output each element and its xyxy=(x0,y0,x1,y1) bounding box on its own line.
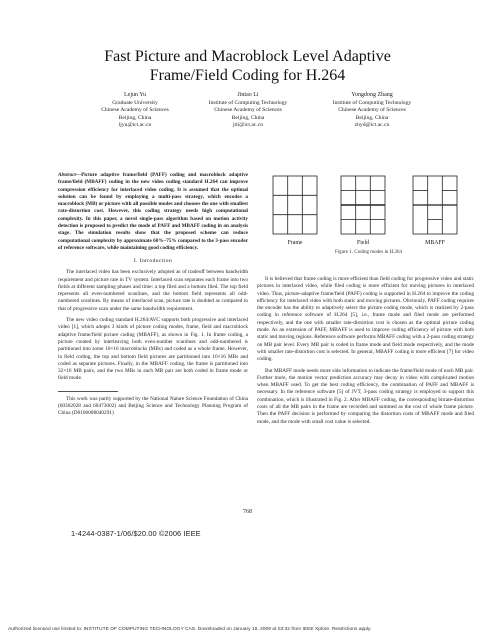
frame-mode-grid xyxy=(273,176,317,234)
label-frame: Frame xyxy=(287,240,303,246)
author-affiliation: Institute of Computing Technology xyxy=(208,99,288,106)
figure-1 xyxy=(261,172,476,272)
author-organization: Chinese Academy of Sciences xyxy=(101,107,169,114)
intro-paragraph-2: The new video coding standard H.264/AVC supports both progressive and interlaced video [1], which adopts 3 kinds of picture coding modes, frame, field and macroblock adaptive frame/field picture coding (MBAFF), as shown in Fig. 1. In frame coding, a picture created by interleaving both even-number scanlines and odd-numbered is partitioned into some 16×16 macroblocks (MBs) and coded as a whole frame. However, in field coding, the top and bottom field pictures are partitioned into 16×16 MBs and coded as separate pictures. Finally, in the MBAFF coding, the frame is partitioned into 32×16 MB pairs, and the two MBs in each MB pair are both coded in frame mode or field mode. xyxy=(58,317,248,382)
author-3 xyxy=(292,92,452,130)
mbaff-mode-grid xyxy=(413,176,457,234)
intro-paragraph-1: The interlaced video has been exclusively adopted as of tradeoff between bandwidth requirement and picture rate in TV system. Interlaced scan separates each frame into two fields at different sampling phases and time: a top filed and a bottom filed. The top field represents all even-numbered scanlines, and the bottom field represents all odd-numbered scanlines. By means of interlaced scan, picture rate is doubled as compared to that of progressive scan under the same bandwidth requirement. xyxy=(58,269,248,312)
label-field: Field xyxy=(357,240,369,246)
author-organization: Chinese Academy of Sciences xyxy=(214,107,282,114)
abstract-text: —Picture adaptive frame/field (PAFF) coding and macroblock adaptive frame/field (MBAFF) coding in the new video coding standard H.264 can improve compression efficiency for interlaced video coding. It is assumed that the optimal solution can be found by employing a multi-pass strategy, which encodes a macroblock (MB) or picture with all possible modes and chooses the one with smallest rate-distortion cost. However, this coding strategy needs high computational complexity. In this paper, a novel single-pass algorithm based on motion activity detection is proposed to predict the mode of PAFF and MBAFF coding in an analysis stage. The simulation results show that the proposed scheme can reduce computational complexity by approximate 60%~75% compared to the 3-pass encoder of reference software, while maintaining good coding efficiency. xyxy=(58,172,248,251)
label-mbaff: MBAFF xyxy=(425,240,445,246)
author-affiliation: Institute of Computing Technology xyxy=(332,99,412,106)
author-city: Beijing, China xyxy=(355,114,389,121)
right-column xyxy=(257,276,474,430)
footnote-divider xyxy=(58,391,118,392)
author-name: Lejun Yu xyxy=(124,92,146,98)
figure-caption: Figure 1. Coding modes in H.264 xyxy=(334,250,403,255)
section-heading-introduction: I. Introduction xyxy=(133,258,173,265)
author-email: jtli@ict.ac.cn xyxy=(232,122,263,129)
body-paragraph-2: But MBAFF mode needs more side information to indicate the frame/field mode of each MB pair. Further more, the motion vector prediction accuracy may decay in video with complicated motion when MBAFF used. To get the best coding efficiency, the combination of PAFF and MBAFF is necessary. In the reference software [5] of JVT, 3-pass coding strategy is employed to support this combination, which is illustrated in Fig. 2. After MBAFF coding, the corresponding bitrate-distortion costs of all the MB pairs in the frame are recorded and summed as the cost of whole frame picture. Then the PAFF decision is performed by comparing the distortion costs of MBAFF mode and filed mode, and the mode with small cost value is selected. xyxy=(257,367,474,425)
field-mode-grid xyxy=(341,176,385,234)
author-name: Jintao Li xyxy=(237,92,259,98)
author-city: Beijing, China xyxy=(118,114,152,121)
abstract-label: Abstract xyxy=(58,172,76,178)
page-number: 768 xyxy=(243,509,252,515)
author-email: ljyu@ict.ac.cn xyxy=(118,122,152,129)
isbn-copyright: 1-4244-0387-1/06/$20.00 ©2006 IEEE xyxy=(71,529,201,538)
author-name: Yongdong Zhang xyxy=(351,92,393,98)
paper-title-line-1: Fast Picture and Macroblock Level Adaptive xyxy=(104,48,391,65)
paper-title xyxy=(0,47,495,85)
body-paragraph-1: It is believed that frame coding is more efficient than field coding for progressive video and static pictures in interlaced video, while filed coding is more efficient for moving pictures in interlaced video. Thus, picture-adaptive frame/field (PAFF) coding is supported in H.264 to improve the coding efficiency for interlaced video with both static and moving pictures. Obviously, PAFF coding requires the encoder has the ability to adaptively select the picture coding mode, which is realized by 2-pass coding in reference software of H.264 [5], i.e., frame mode and filed mode are performed respectively, and the one with smaller rate-distortion cost is chosen as the optimal picture coding mode. As an extension of PAFF, MBAFF is used to improve coding efficiency of picture with both static and moving regions. Reference software performs MBAFF coding with a 2-pass coding strategy on MB pair level. Every MB pair is coded in frame mode and field mode respectively, and the mode with smaller rate-distortion cost is selected. In general, MBAFF coding is more efficient [7] for video coding. xyxy=(257,276,474,363)
left-column xyxy=(58,172,248,422)
author-city: Beijing, China xyxy=(231,114,265,121)
funding-footnote: This work was partly supported by the National Nature Science Foundation of China (60302028 and 60473002) and Beijing Science and Technology Planning Program of China (D0106008040291) xyxy=(58,395,248,417)
license-notice: Authorized licensed use limited to: INSTITUTE OF COMPUTING TECHNOLOGY CAS. Downloaded on January 19, 2009 at 03:32 from IEEE Xplore. Restrictions apply. xyxy=(8,627,372,632)
author-affiliation: Graduate University xyxy=(112,99,158,106)
paper-title-line-2: Frame/Field Coding for H.264 xyxy=(149,67,346,84)
author-organization: Chinese Academy of Sciences xyxy=(338,107,406,114)
coding-modes-diagram xyxy=(261,172,476,240)
author-email: zhyd@ict.ac.cn xyxy=(354,122,390,129)
abstract xyxy=(58,172,248,252)
